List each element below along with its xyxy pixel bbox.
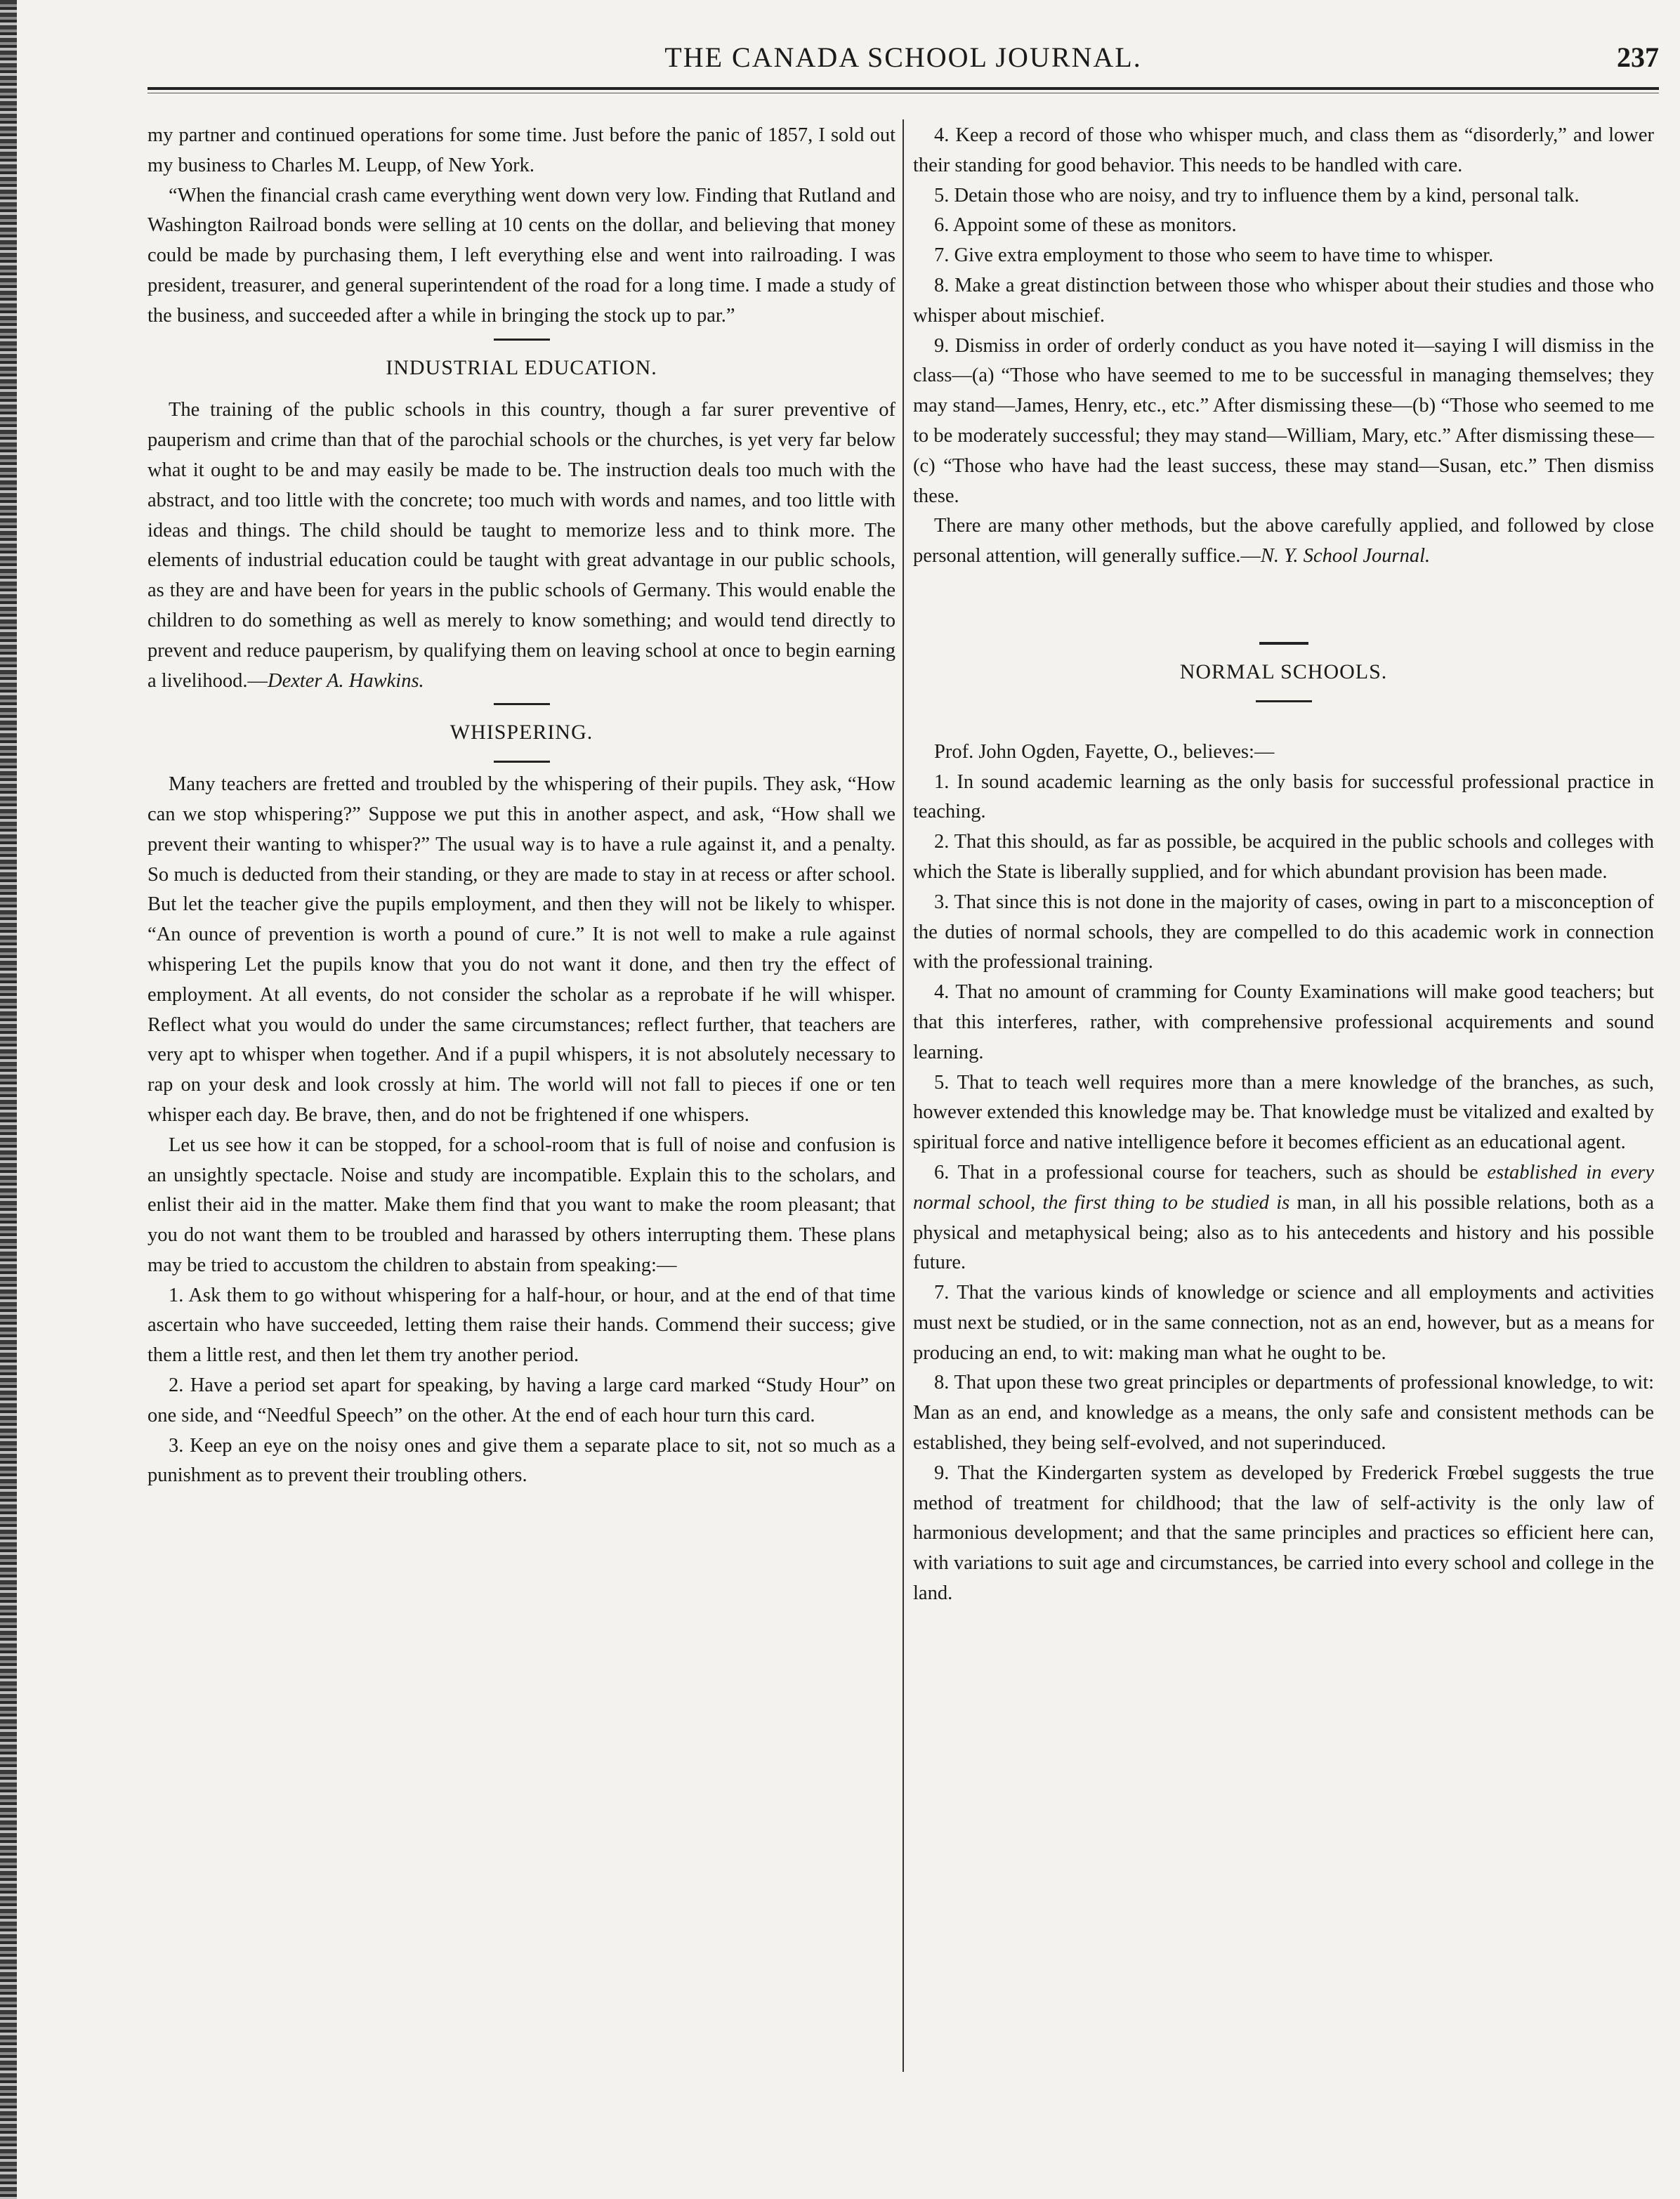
section-rule [494,339,550,341]
spacer [913,709,1654,737]
normal-item: 9. That the Kindergarten system as developed by Frederick Frœbel suggests the true method of treatment for childhood; that the law of self-activity is the only law of harmonious development; and that the same principles and practices so efficient here can, with variations to suit age and circumstances, be carried into every school and college in the land. [913,1462,1654,1605]
closing-source: N. Y. School Journal. [1260,545,1431,567]
spacer [913,572,1654,635]
page-header [147,38,1659,80]
left-column [147,121,895,1491]
section-heading-normal: NORMAL SCHOOLS. [1179,659,1388,683]
whispering-item: 1. Ask them to go without whispering for a half-hour, or hour, and at the end of that time ascertain who have succeeded, letting them raise their hands. Commend their success; give them a little rest, and then let them try another period. [147,1284,895,1367]
closing-text: There are many other methods, but the above carefully applied, and followed by close personal attention, will generally suffice.— [913,515,1654,567]
section-rule [1256,700,1312,702]
item6-end: man, in all his possible relations, both as a physical and metaphysical being; also as to his antecedents and history and his possible future. [913,1191,1654,1274]
book-binding-edge [0,0,17,2199]
industrial-body [147,395,895,696]
normal-item: 1. In sound academic learning as the only basis for successful professional practice in teaching. [913,770,1654,823]
normal-item: 7. That the various kinds of knowledge or science and all employments and activities must next be studied, or in the same connection, not as an end, however, but as a means for producing an end, to wit: making man what he ought to be. [913,1282,1654,1364]
section-rule [494,703,550,705]
normal-item: 4. That no amount of cramming for County Examinations will make good teachers; but that this interferes, rather, with comprehensive professional acquirements and sound learning. [913,981,1654,1063]
header-rule [147,87,1659,93]
whispering-item: 6. Appoint some of these as monitors. [934,214,1237,237]
page-number: 237 [1617,41,1659,73]
industrial-attribution: Dexter A. Hawkins. [267,669,424,692]
industrial-text: The training of the public schools in this country, though a far surer preventive of pauperism and crime than that of the parochial schools or the churches, is yet very far below what it ought to be and may easily be made to be. The instruction deals too much with the abstract, and too little with the concrete; too much with words and names, and too little with ideas and things. The child should be taught to memorize less and to think more. The elements of industrial education could be taught with great advantage in our public schools, as they are and have been for years in the public schools of Germany. This would enable the children to do something as well as merely to know something; and would tend directly to prevent and reduce pauperism, by qualifying them on leaving school at once to begin earning a livelihood.— [147,399,895,692]
whispering-paragraph: Many teachers are fretted and troubled by the whispering of their pupils. They ask, “How can we stop whispering?” Suppose we put this in another aspect, and ask, “How shall we prevent their wanting to whisper?” The usual way is to have a rule against it, and a penalty. So much is deducted from their standing, or they are made to stay in at recess or after school. But let the teacher give the pupils employment, and then they will not be likely to whisper. “An ounce of prevention is worth a pound of cure.” It is not well to make a rule against whispering Let the pupils know that you do not want it done, and then try the effect of employment. At all events, do not consider the scholar as a reprobate if he will whisper. Reflect what you would do under the same circumstances; reflect further, that teachers are very apt to whisper when together. And if a pupil whispers, it is not absolutely necessary to rap on your desk and look crossly at him. The world will not fall to pieces if one or ten whisper each day. Be brave, then, and do not be frightened if one whispers. [147,773,895,1126]
normal-item: 2. That this should, as far as possible, be acquired in the public schools and colleges with which the State is liberally supplied, and for which abundant provision has been made. [913,831,1654,883]
intro-paragraph: “When the financial crash came everything went down very low. Finding that Rutland and Washington Railroad bonds were selling at 10 cents on the dollar, and believing that money could be made by purchasing them, I left everything else and went into railroading. I was president, treasurer, and general superintendent of the road for a long time. I made a study of the business, and succeeded after a while in bringing the stock up to par.” [147,184,895,327]
normal-item: 8. That upon these two great principles or departments of professional knowledge, to wit: Man as an end, and knowledge as a means, the only safe and consistent methods can be established, they being self-evolved, and not superinduced. [913,1372,1654,1455]
normal-item: 5. That to teach well requires more than a mere knowledge of the branches, as such, however extended this knowledge may be. That knowledge must be vitalized and exalted by spiritual force and native intelligence before it becomes efficient as an educational agent. [913,1071,1654,1154]
normal-item: 3. That since this is not done in the majority of cases, owing in part to a misconception of the duties of normal schools, they are compelled to do this academic work in connection with the professional training. [913,891,1654,973]
item6-italic: established in every normal school, the first thing to be studied is [913,1161,1654,1214]
whispering-item: 2. Have a period set apart for speaking, by having a large card marked “Study Hour” on one side, and “Needful Speech” on the other. At the end of each hour turn this card. [147,1374,895,1426]
whispering-item: 4. Keep a record of those who whisper much, and class them as “disorderly,” and lower their standing for good behavior. This needs to be handled with care. [913,124,1654,176]
section-rule [494,761,550,763]
whispering-item: 9. Dismiss in order of orderly conduct as you have noted it—saying I will dismiss in the class—(a) “Those who have seemed to me to be successful in managing themselves; they may stand—James, Henry, etc., etc.” After dismissing these—(b) “Those who seemed to me to be moderately successful; they may stand—William, Mary, etc.” After dismissing these—(c) “Those who have had the least success, these may stand—Susan, etc.” Then dismiss these. [913,334,1654,507]
section-heading-whispering: WHISPERING. [449,721,593,744]
column-divider [903,119,904,2072]
whispering-closing [913,511,1654,572]
whispering-item: 3. Keep an eye on the noisy ones and give them a separate place to sit, not so much as a punishment as to prevent their troubling others. [147,1434,895,1487]
whispering-item: 5. Detain those who are noisy, and try to influence them by a kind, personal talk. [934,184,1580,206]
whispering-item: 7. Give extra employment to those who seem to have time to whisper. [934,244,1494,267]
item6-start: 6. That in a professional course for teachers, such as should be [934,1161,1488,1183]
right-column [913,121,1654,1609]
journal-title: THE CANADA SCHOOL JOURNAL. [664,41,1142,73]
section-heading-industrial: INDUSTRIAL EDUCATION. [386,355,657,379]
whispering-paragraph: Let us see how it can be stopped, for a school-room that is full of noise and confusion is an unsightly spectacle. Noise and study are incompatible. Explain this to the scholars, and enlist their aid in the matter. Make them find that you want to make the room pleasant; that you do not want them to be troubled and harassed by others interrupting them. These plans may be tried to accustom the children to abstain from speaking:— [147,1134,895,1276]
intro-paragraph: my partner and continued operations for some time. Just before the panic of 1857, I sold out my business to Charles M. Leupp, of New York. [147,124,895,176]
section-rule [1259,642,1308,645]
normal-intro: Prof. John Ogden, Fayette, O., believes:— [934,740,1275,763]
whispering-item: 8. Make a great distinction between those who whisper about their studies and those who whisper about mischief. [913,274,1654,327]
normal-item [913,1158,1654,1278]
